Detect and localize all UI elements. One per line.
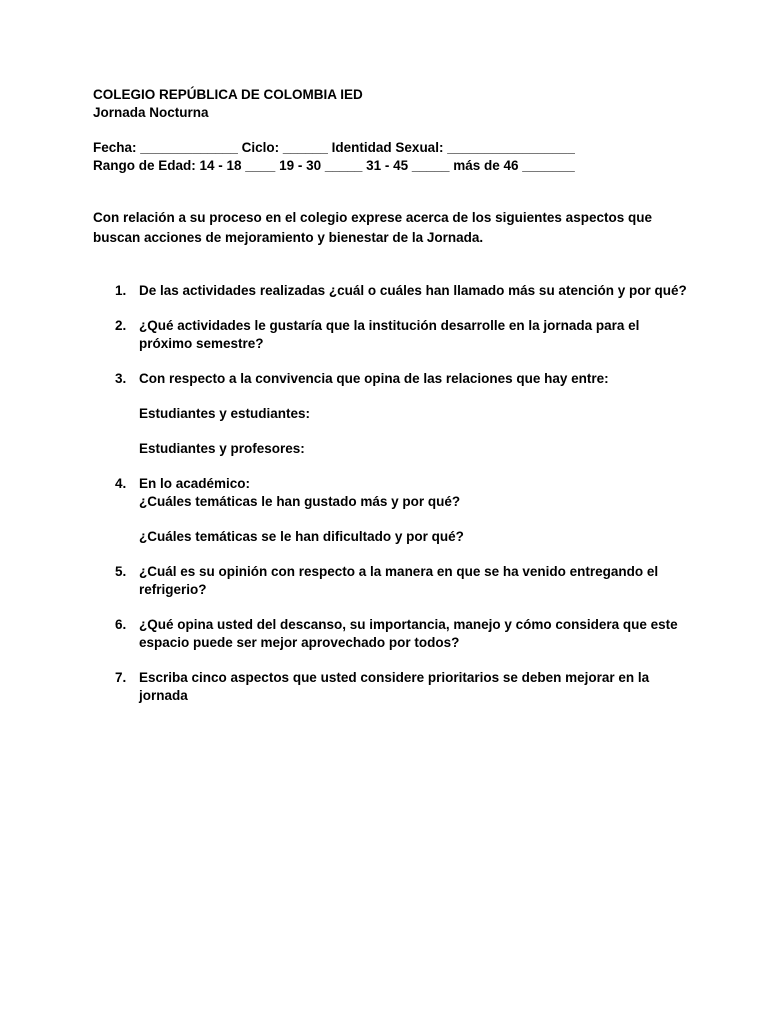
question-text: ¿Qué opina usted del descanso, su importancia, manejo y cómo considera que este espacio puede ser mejor aprovechado por todos? (139, 617, 678, 650)
question-list (93, 282, 693, 705)
form-fields-line-1: Fecha: _____________ Ciclo: ______ Identidad Sexual: _________________ (93, 140, 575, 155)
intro-paragraph: Con relación a su proceso en el colegio exprese acerca de los siguientes aspectos que buscan acciones de mejoramiento y bienestar de la Jornada. (93, 210, 652, 245)
question-number: 5. (115, 564, 127, 579)
question-item (93, 475, 693, 546)
question-item (93, 563, 693, 599)
question-text: ¿Cuál es su opinión con respecto a la manera en que se ha venido entregando el refrigerio? (139, 564, 659, 597)
question-text: De las actividades realizadas ¿cuál o cuáles han llamado más su atención y por qué? (139, 283, 687, 298)
school-name: COLEGIO REPÚBLICA DE COLOMBIA IED (93, 87, 363, 102)
question-text: Escriba cinco aspectos que usted considere prioritarios se deben mejorar en la jornada (139, 670, 650, 703)
question-text: ¿Qué actividades le gustaría que la institución desarrolle en la jornada para el próximo semestre? (139, 318, 640, 351)
sub-question: Estudiantes y profesores: (139, 441, 305, 456)
question-item (93, 317, 693, 353)
question-number: 1. (115, 283, 127, 298)
question-item (93, 370, 693, 458)
question-number: 2. (115, 318, 127, 333)
question-number: 7. (115, 670, 127, 685)
document-page (93, 86, 693, 722)
question-text: En lo académico: (139, 476, 251, 491)
question-item (93, 669, 693, 705)
shift-name: Jornada Nocturna (93, 105, 209, 120)
question-number: 4. (115, 476, 127, 491)
question-item (93, 282, 693, 300)
sub-question: ¿Cuáles temáticas se le han dificultado y por qué? (139, 529, 464, 544)
question-item (93, 616, 693, 652)
question-text: Con respecto a la convivencia que opina de las relaciones que hay entre: (139, 371, 609, 386)
question-number: 6. (115, 617, 127, 632)
sub-question: ¿Cuáles temáticas le han gustado más y por qué? (139, 494, 461, 509)
sub-question: Estudiantes y estudiantes: (139, 406, 311, 421)
form-fields-line-2: Rango de Edad: 14 - 18 ____ 19 - 30 _____ 31 - 45 _____ más de 46 _______ (93, 158, 575, 173)
question-number: 3. (115, 371, 127, 386)
